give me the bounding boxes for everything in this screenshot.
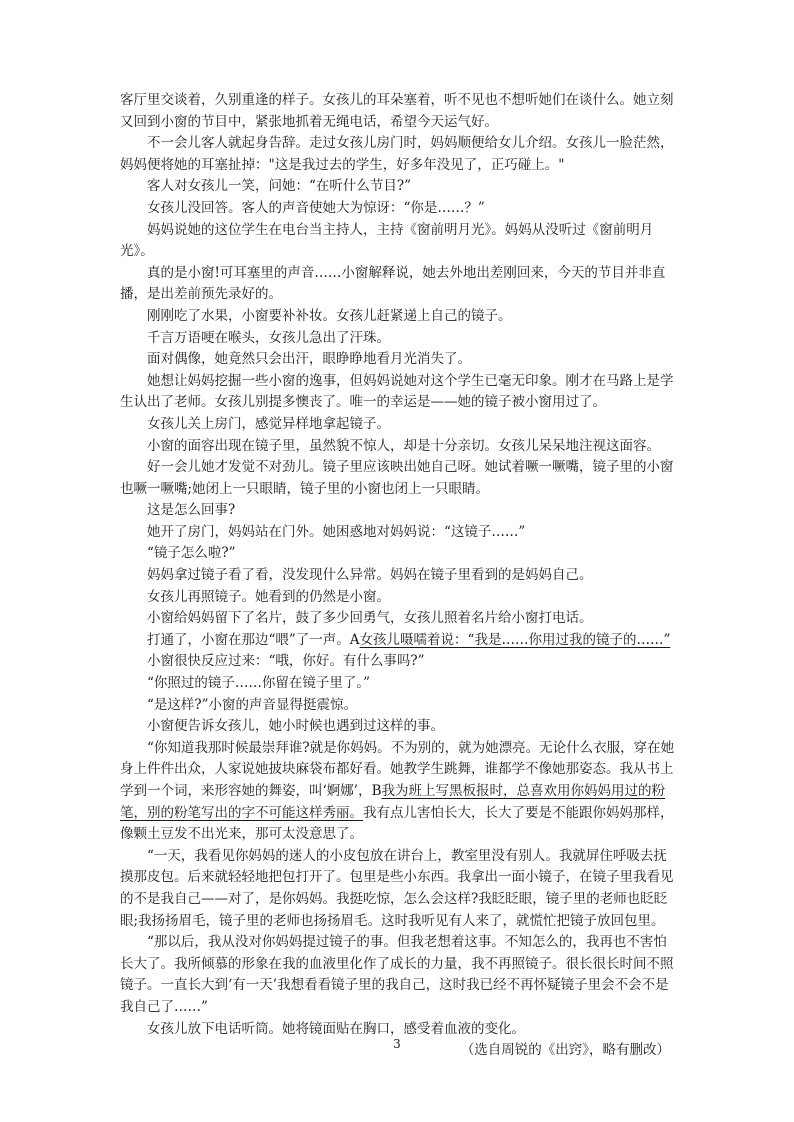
source-citation: （选自周锐的《出窍》，略有删改）	[460, 1042, 670, 1059]
paragraph-text: 女孩儿关上房门，感觉异样地拿起镜子。	[147, 415, 390, 432]
paragraph	[120, 436, 680, 458]
paragraph	[120, 695, 680, 717]
story-text	[120, 90, 680, 1062]
paragraph-text: “你知道我那时候最崇拜谁?就是你妈妈。不为别的，就为她漂亮。无论什么衣服，穿在她身上件件出众，人家说她披块麻袋布都好看。她教学生跳舞，谁都学不像她那姿态。我从书上学到一个词，来形容她的舞姿，叫‘婀娜’，B	[120, 739, 675, 799]
paragraph	[120, 543, 680, 565]
paragraph	[120, 673, 680, 695]
paragraph-text: 她想让妈妈挖掘一些小窗的逸事，但妈妈说她对这个学生已毫无印象。刚才在马路上是学生认出了老师。女孩儿别提多懊丧了。唯一的幸运是——她的镜子被小窗用过了。	[120, 372, 674, 411]
paragraph	[120, 608, 680, 630]
paragraph	[120, 220, 680, 263]
paragraph	[120, 846, 680, 932]
paragraph	[120, 587, 680, 609]
paragraph-text: 不一会儿客人就起身告辞。走过女孩儿房门时，妈妈顺便给女儿介绍。女孩儿一脸茫然，妈妈便将她的耳塞扯掉："这是我过去的学生，好多年没见了，正巧碰上。"	[120, 135, 674, 173]
paragraph-text: 千言万语哽在喉头，女孩儿急出了汗珠。	[147, 329, 390, 346]
paragraph-text: 女孩儿再照镜子。她看到的仍然是小窗。	[147, 588, 390, 605]
paragraph	[120, 500, 680, 522]
paragraph-text: 小窗便告诉女孩儿，她小时候也遇到过这样的事。	[147, 718, 444, 735]
paragraph-text: 妈妈说她的这位学生在电台当主持人，主持《窗前明月光》。妈妈从没听过《窗前明月光》。	[120, 221, 654, 260]
paragraph	[120, 932, 680, 1018]
paragraph-text: “一天，我看见你妈妈的迷人的小皮包放在讲台上，教室里没有别人。我就屏住呼吸去抚摸那皮包。后来就轻轻地把包打开了。包里是些小东西。我拿出一面小镜子，在镜子里我看见的不是我自己——对了，是你妈妈。我挺吃惊，怎么会这样?我眨眨眼，镜子里的老师也眨眨眼;我扬扬眉毛，镜子里的老师也扬扬眉毛。这时我听见有人来了，就慌忙把镜子放回包里。	[120, 847, 674, 929]
paragraph	[120, 349, 680, 371]
paragraph	[120, 371, 680, 414]
paragraph	[120, 90, 680, 133]
paragraph-text: 打通了，小窗在那边“喂”了一声。A	[147, 631, 360, 648]
paragraph	[120, 565, 680, 587]
paragraph	[120, 457, 680, 500]
paragraph	[120, 651, 680, 673]
paragraph	[120, 522, 680, 544]
paragraph-text-continued: 我有点儿害怕长大，长大了要是不能跟你妈妈那样，像颗土豆发不出光来，那可太没意思了。	[120, 804, 674, 843]
paragraph	[120, 414, 680, 436]
paragraph-text: “那以后，我从没对你妈妈提过镜子的事。但我老想着这事。不知怎么的，我再也不害怕长大了。我所倾慕的形象在我的血液里化作了成长的力量，我不再照镜子。很长很长时间不照镜子。一直长大到‘有一天’我想看看镜子里的我自己，这时我已经不再怀疑镜子里会不会不是我自己了……”	[120, 934, 674, 1015]
paragraph	[120, 176, 680, 198]
paragraph-text: 小窗很快反应过来：“哦，你好。有什么事吗?”	[147, 653, 425, 670]
paragraph	[120, 328, 680, 350]
paragraph-text: 刚刚吃了水果，小窗要补补妆。女孩儿赶紧递上自己的镜子。	[147, 307, 512, 324]
paragraph-text: 面对偶像，她竟然只会出汗，眼睁睁地看月光消失了。	[147, 351, 471, 368]
paragraph-text: “镜子怎么啦?”	[147, 545, 236, 562]
page-number: 3	[393, 1037, 401, 1051]
paragraph-text: 小窗的面容出现在镜子里，虽然貌不惊人，却是十分亲切。女孩儿呆呆地注视这面容。	[147, 437, 660, 454]
paragraph-text: “是这样?”小窗的声音显得挺震惊。	[147, 696, 358, 713]
paragraph	[120, 133, 680, 176]
paragraph-text: 客厅里交谈着，久别重逢的样子。女孩儿的耳朵塞着，听不见也不想听她们在谈什么。她立刻又回到小窗的节目中，紧张地抓着无绳电话，希望今天运气好。	[120, 92, 674, 130]
paragraph-text: “你照过的镜子……你留在镜子里了。”	[147, 675, 371, 692]
paragraph	[120, 630, 680, 652]
paragraph	[120, 306, 680, 328]
paragraph	[120, 738, 680, 846]
paragraph-text: 好一会儿她才发觉不对劲儿。镜子里应该映出她自己呀。她试着噘一噘嘴，镜子里的小窗也噘一噘嘴;她闭上一只眼睛，镜子里的小窗也闭上一只眼睛。	[120, 459, 674, 497]
paragraph-text: 她开了房门，妈妈站在门外。她困惑地对妈妈说：“这镜子……”	[147, 523, 526, 540]
underlined-sentence: 我为班上写黑板报时，总喜欢用你妈妈用过的粉笔，别的粉笔写出的字不可能这样秀丽。	[120, 783, 666, 821]
paragraph-text: 妈妈拿过镜子看了看，没发现什么异常。妈妈在镜子里看到的是妈妈自己。	[147, 567, 593, 584]
paragraph-text: 这是怎么回事?	[147, 502, 236, 519]
paragraph-text: 女孩儿没回答。客人的声音使她大为惊讶：“你是……？”	[147, 199, 485, 216]
paragraph	[120, 198, 680, 220]
paragraph-text: 小窗给妈妈留下了名片，鼓了多少回勇气，女孩儿照着名片给小窗打电话。	[147, 610, 593, 627]
underlined-sentence: 女孩儿嗫嚅着说：“我是……你用过我的镜子的……”	[359, 631, 671, 648]
paragraph-text: 真的是小窗!可耳塞里的声音……小窗解释说，她去外地出差刚回来，今天的节目并非直播，是出差前预先录好的。	[120, 264, 666, 303]
paragraph	[120, 716, 680, 738]
paragraph-text: 客人对女孩儿一笑，问她：“在听什么节目?”	[147, 178, 412, 195]
paragraph-text: 女孩儿放下电话听筒。她将镜面贴在胸口，感受着血液的变化。	[147, 1020, 525, 1037]
paragraph	[120, 263, 680, 306]
